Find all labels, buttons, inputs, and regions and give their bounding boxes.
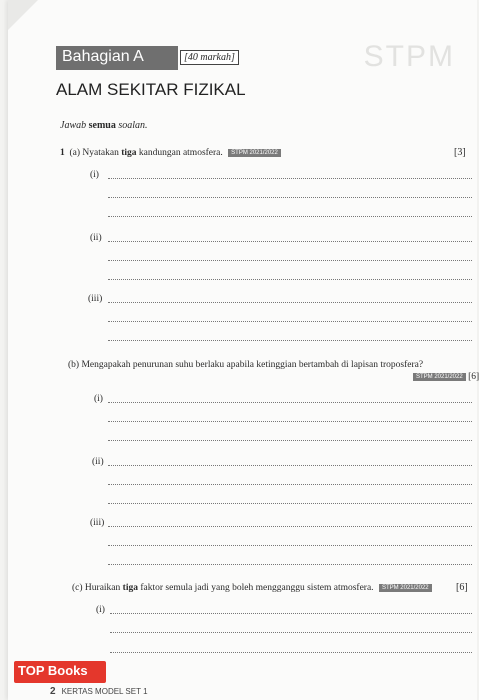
page-fold — [8, 0, 38, 30]
answer-line[interactable] — [108, 178, 472, 179]
answer-line[interactable] — [108, 564, 472, 565]
subitem-label: (ii) — [92, 457, 104, 467]
answer-line[interactable] — [108, 526, 472, 527]
publisher-logo: TOP Books — [14, 661, 106, 683]
watermark: STPM — [363, 40, 455, 73]
exam-page — [8, 0, 477, 700]
answer-line[interactable] — [108, 503, 472, 504]
answer-line[interactable] — [108, 465, 472, 466]
subitem-label: (iii) — [90, 518, 105, 528]
answer-line[interactable] — [108, 241, 472, 242]
answer-line[interactable] — [108, 484, 472, 485]
question-b-meta — [410, 372, 479, 382]
answer-line[interactable] — [108, 545, 472, 546]
answer-line[interactable] — [108, 340, 472, 341]
section-label: Bahagian A — [62, 48, 144, 65]
answer-line[interactable] — [108, 279, 472, 280]
stpm-badge: STPM 2021/2022 — [379, 584, 432, 592]
page-title: ALAM SEKITAR FIZIKAL — [56, 80, 246, 99]
stpm-badge: STPM 2021/2022 — [228, 149, 281, 157]
marks-a: [3] — [454, 147, 466, 158]
answer-line[interactable] — [108, 402, 472, 403]
subitem-label: (i) — [96, 605, 105, 615]
answer-line[interactable] — [108, 302, 472, 303]
answer-line[interactable] — [108, 216, 472, 217]
answer-line[interactable] — [108, 421, 472, 422]
question-a: 1 (a) Nyatakan tiga kandungan atmosfera. STPM 2021/2022 — [60, 148, 281, 158]
question-number: 1 — [60, 148, 65, 158]
answer-line[interactable] — [110, 613, 472, 614]
footer-text: KERTAS MODEL SET 1 — [61, 687, 148, 696]
question-c: (c) Huraikan tiga faktor semula jadi yang boleh mengganggu sistem atmosfera. STPM 2021/2022 — [72, 583, 432, 593]
subitem-label: (i) — [90, 170, 99, 180]
section-marks: [40 markah] — [180, 50, 239, 65]
page-footer — [50, 686, 148, 697]
subitem-label: (iii) — [88, 294, 103, 304]
answer-line[interactable] — [108, 321, 472, 322]
subitem-label: (i) — [94, 394, 103, 404]
question-b: (b) Mengapakah penurunan suhu berlaku apabila ketinggian bertambah di lapisan troposfera? — [68, 360, 424, 370]
subitem-label: (ii) — [90, 233, 102, 243]
answer-line[interactable] — [108, 197, 472, 198]
marks-c: [6] — [456, 582, 468, 593]
marks-b: [6] — [468, 372, 479, 382]
section-header — [56, 46, 178, 70]
answer-line[interactable] — [108, 260, 472, 261]
stpm-badge: STPM 2021/2022 — [413, 373, 466, 381]
answer-line[interactable] — [110, 652, 472, 653]
answer-line[interactable] — [110, 632, 472, 633]
answer-line[interactable] — [108, 440, 472, 441]
instruction: Jawab semua soalan. — [60, 120, 148, 131]
page-number: 2 — [50, 686, 56, 697]
